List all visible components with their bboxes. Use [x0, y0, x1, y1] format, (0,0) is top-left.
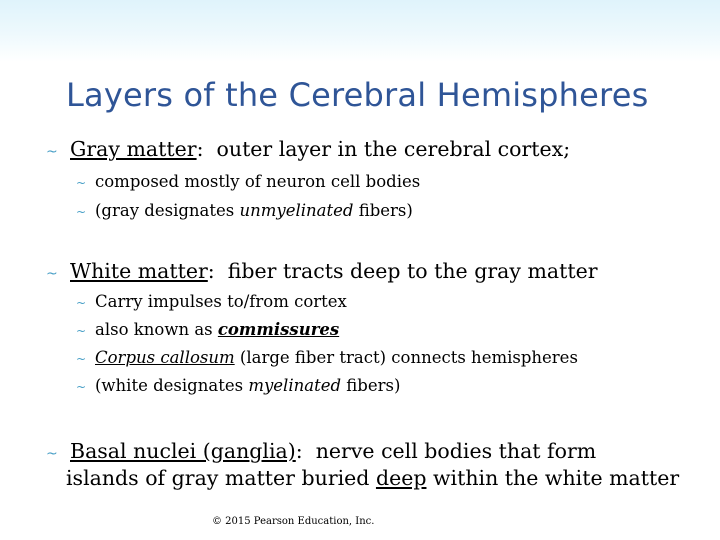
emphasis-commissures: commissures	[217, 320, 340, 339]
emphasis-deep: deep	[375, 466, 427, 490]
sub-bullet-text: (gray designates	[95, 201, 240, 220]
wave-bullet-icon: ~	[76, 352, 87, 366]
wave-bullet-icon: ~	[76, 380, 87, 394]
sub-bullet-white-4	[76, 376, 400, 395]
gray-matter-desc: : outer layer in the cerebral cortex;	[196, 137, 571, 161]
emphasis-myelinated: myelinated	[248, 376, 342, 395]
sub-bullet-text: also known as	[95, 320, 218, 339]
term-basal-nuclei: Basal nuclei (ganglia)	[70, 439, 296, 463]
basal-line2-text: within the white matter	[426, 466, 680, 490]
bullet-white-matter	[46, 259, 598, 283]
bullet-gray-matter	[46, 137, 570, 161]
sub-bullet-text: composed mostly of neuron cell bodies	[95, 172, 421, 191]
term-gray-matter: Gray matter	[70, 137, 197, 161]
wave-bullet-icon: ~	[76, 205, 87, 219]
wave-bullet-icon: ~	[76, 324, 87, 338]
sub-bullet-gray-1	[76, 172, 420, 191]
term-white-matter: White matter	[70, 259, 208, 283]
sub-bullet-text: Carry impulses to/from cortex	[95, 292, 347, 311]
sub-bullet-white-3	[76, 348, 578, 367]
wave-bullet-icon: ~	[76, 176, 87, 190]
slide-title: Layers of the Cerebral Hemispheres	[66, 76, 649, 114]
wave-bullet-icon: ~	[46, 144, 58, 160]
basal-nuclei-desc: : nerve cell bodies that form	[295, 439, 597, 463]
sub-bullet-white-2	[76, 320, 339, 339]
wave-bullet-icon: ~	[46, 266, 58, 282]
sub-bullet-text: (white designates	[95, 376, 249, 395]
sub-bullet-text: (large fiber tract) connects hemispheres	[234, 348, 578, 367]
bullet-basal-nuclei	[46, 439, 596, 463]
basal-line2-text: islands of gray matter buried	[66, 466, 376, 490]
sub-bullet-text: fibers)	[341, 376, 401, 395]
wave-bullet-icon: ~	[46, 446, 58, 462]
sub-bullet-white-1	[76, 292, 347, 311]
header-gradient	[0, 0, 720, 62]
emphasis-unmyelinated: unmyelinated	[239, 201, 354, 220]
sub-bullet-gray-2	[76, 201, 413, 220]
basal-nuclei-continuation	[66, 466, 679, 490]
wave-bullet-icon: ~	[76, 296, 87, 310]
white-matter-desc: : fiber tracts deep to the gray matter	[207, 259, 598, 283]
emphasis-corpus-callosum: Corpus callosum	[95, 348, 235, 367]
sub-bullet-text: fibers)	[353, 201, 413, 220]
copyright-footer: © 2015 Pearson Education, Inc.	[212, 516, 375, 527]
